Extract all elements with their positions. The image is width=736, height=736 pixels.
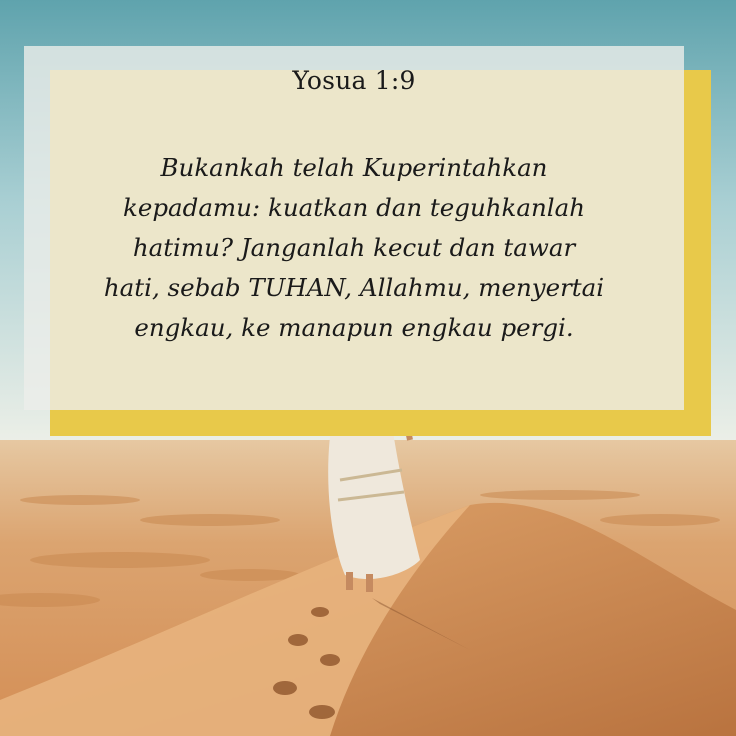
verse-line: hatimu? Janganlah kecut dan tawar <box>132 233 576 262</box>
verse-reference: Yosua 1:9 <box>292 66 416 95</box>
verse-line: engkau, ke manapun engkau pergi. <box>134 313 574 342</box>
verse-line: kepadamu: kuatkan dan teguhkanlah <box>123 193 585 222</box>
verse-text <box>54 148 654 348</box>
verse-line: hati, sebab TUHAN, Allahmu, menyertai <box>103 273 605 302</box>
verse-card <box>24 46 684 410</box>
verse-line: Bukankah telah Kuperintahkan <box>160 153 548 182</box>
